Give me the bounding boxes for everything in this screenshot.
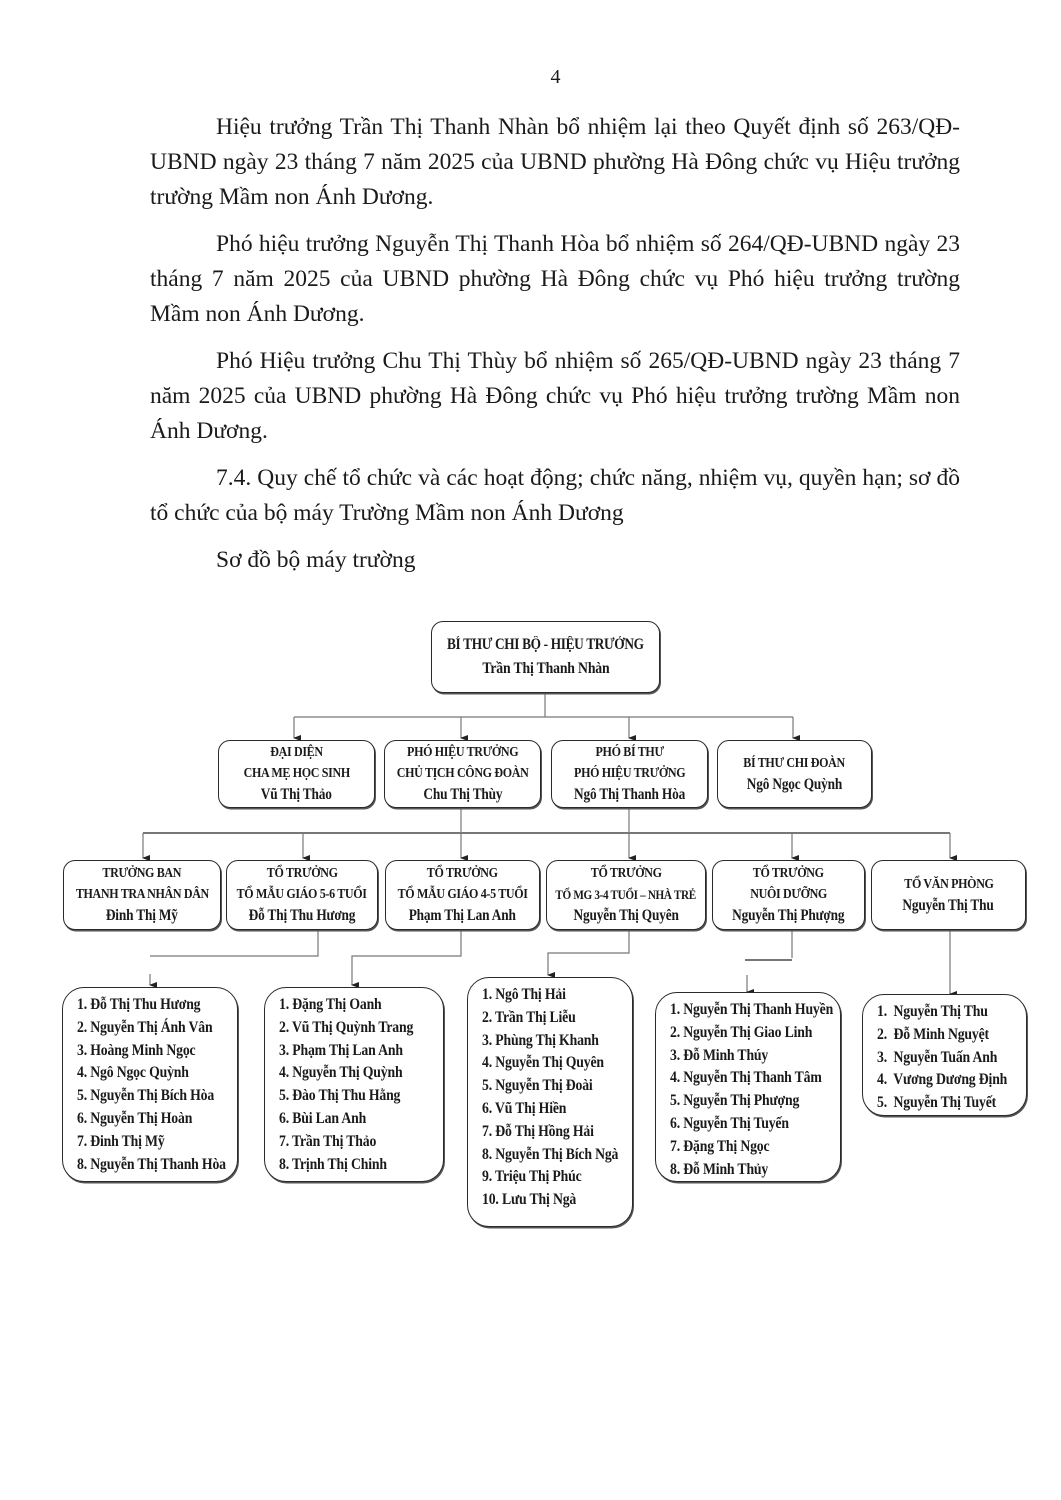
org-box-title: NUÔI DƯỠNG [750,887,827,902]
member-list-group-4-5 [264,987,444,1182]
member-item: 8. Nguyễn Thị Thanh Hòa [77,1155,226,1173]
member-item: 9. Triệu Thị Phúc [482,1168,582,1186]
member-item: 1. Nguyễn Thị Thanh Huyền [670,1001,834,1018]
member-item: 8. Trịnh Thị Chinh [279,1155,387,1173]
org-box-title: TỔ MẪU GIÁO 5-6 TUỔI [236,887,368,902]
org-box-title: ĐẠI DIỆN [270,745,323,760]
page-number: 4 [550,66,561,88]
org-box-name: Ngô Thị Thanh Hòa [573,786,686,803]
member-item: 4. Nguyễn Thị Thanh Tâm [670,1069,822,1087]
org-box-title: TỔ MG 3-4 TUỔI – NHÀ TRẺ [555,887,697,902]
org-box-title: CHỦ TỊCH CÔNG ĐOÀN [396,766,529,781]
connector-list-3 [548,930,629,975]
member-item: 3. Phùng Thị Khanh [482,1031,599,1049]
org-box-vice-principal-union [384,740,541,808]
org-box-title: TỔ MẪU GIÁO 4-5 TUỔI [397,887,528,902]
org-box-principal [431,621,660,693]
org-box-name: Nguyễn Thị Phượng [732,907,845,924]
member-item: 8. Đỗ Minh Thủy [670,1160,769,1178]
member-item: 1. Đỗ Thị Thu Hương [77,996,201,1013]
org-box-deputy-secretary [551,740,708,808]
org-box-youth-union-secretary [717,740,872,808]
org-box-title: TỔ VĂN PHÒNG [903,876,994,892]
paragraph-vice-principal-thuy: Phó Hiệu trưởng Chu Thị Thùy bổ nhiệm số 265/QĐ-UBND ngày 23 tháng 7 năm 2025 của UBND phường Hà Đông chức vụ Phó hiệu trưởng trường Mầm non Ánh Dương. [150,348,960,444]
member-item: 5. Nguyễn Thị Bích Hòa [77,1087,215,1105]
org-box-name: Đinh Thị Mỹ [106,907,178,924]
member-list-group-5-6 [62,987,238,1182]
paragraph-principal-appointment: Hiệu trưởng Trần Thị Thanh Nhàn bổ nhiệm lại theo Quyết định số 263/QĐ-UBND ngày 23 tháng 7 năm 2025 của UBND phường Hà Đông chức vụ Hiệu trưởng trường Mầm non Ánh Dương. [150,114,960,210]
member-item: 6. Vũ Thị Hiền [482,1099,567,1117]
org-box-title: CHA MẸ HỌC SINH [243,766,350,781]
org-box-title: TỔ TRƯỞNG [427,866,498,881]
member-item: 2. Vũ Thị Quỳnh Trang [279,1018,414,1036]
member-item: 8. Nguyễn Thị Bích Ngà [482,1145,619,1163]
org-box-name: Nguyễn Thị Thu [902,896,995,914]
member-item: 2. Nguyễn Thị Giao Linh [670,1023,813,1041]
org-box-title: PHÓ HIỆU TRƯỞNG [406,745,519,760]
org-box-name: Trần Thị Thanh Nhàn [481,660,610,677]
member-item: 1. Nguyễn Thị Thu [877,1003,988,1020]
member-item: 1. Ngô Thị Hải [482,986,566,1003]
org-box-title: TRƯỞNG BAN [102,866,182,881]
org-box-title: PHÓ BÍ THƯ [595,745,664,760]
connector-list-2 [352,930,461,985]
member-list-nutrition [655,992,841,1182]
org-box-title: PHÓ HIỆU TRƯỞNG [573,766,686,781]
org-box-name: Phạm Thị Lan Anh [408,907,517,924]
member-item: 7. Đặng Thị Ngọc [670,1137,770,1155]
member-item: 6. Nguyễn Thị Tuyến [670,1114,789,1132]
member-list-office [862,994,1027,1116]
org-box-group-5-6 [226,860,378,930]
member-item: 2. Đỗ Minh Nguyệt [877,1025,989,1043]
member-item: 5. Đào Thị Thu Hằng [279,1087,401,1105]
member-item: 2. Nguyễn Thị Ánh Vân [77,1018,213,1036]
member-item: 4. Nguyễn Thị Quỳnh [279,1064,403,1082]
org-box-title: TỔ TRƯỞNG [753,866,824,881]
org-box-title: THANH TRA NHÂN DÂN [75,887,209,902]
org-box-group-4-5 [385,860,540,930]
org-box-office-group [871,860,1026,930]
member-item: 5. Nguyễn Thị Tuyết [877,1094,997,1112]
member-item: 4. Nguyễn Thị Quyên [482,1054,604,1072]
member-item: 4. Ngô Ngọc Quỳnh [77,1064,189,1082]
paragraph-vice-principal-hoa: Phó hiệu trưởng Nguyễn Thị Thanh Hòa bổ nhiệm số 264/QĐ-UBND ngày 23 tháng 7 năm 2025 của UBND phường Hà Đông chức vụ Phó hiệu trưởng trường Mầm non Ánh Dương. [150,231,960,327]
member-item: 10. Lưu Thị Ngà [482,1191,577,1209]
org-box-name: Vũ Thị Thảo [261,786,332,803]
org-box-name: Nguyễn Thị Quyên [573,907,679,924]
org-box-group-3-4-nursery [546,860,706,930]
section-heading-7-4: 7.4. Quy chế tổ chức và các hoạt động; chức năng, nhiệm vụ, quyền hạn; sơ đồ tổ chức của bộ máy Trường Mầm non Ánh Dương [150,465,960,526]
member-item: 7. Trần Thị Thảo [279,1132,377,1150]
org-box-name: Đỗ Thị Thu Hương [248,907,356,924]
member-item: 3. Phạm Thị Lan Anh [279,1041,403,1059]
member-item: 3. Nguyễn Tuấn Anh [877,1048,998,1066]
member-item: 7. Đỗ Thị Hồng Hải [482,1122,594,1140]
member-item: 3. Hoàng Minh Ngọc [77,1041,196,1059]
member-item: 7. Đinh Thị Mỹ [77,1132,165,1150]
org-box-name: Chu Thị Thùy [423,786,502,803]
member-item: 5. Nguyễn Thị Đoài [482,1077,593,1095]
member-item: 6. Bùi Lan Anh [279,1109,367,1127]
member-item: 4. Vương Dương Định [877,1071,1008,1089]
org-box-title: BÍ THƯ CHI ĐOÀN [743,755,846,771]
member-list-group-3-4-nursery [467,977,633,1227]
org-box-nutrition-group [712,860,865,930]
member-item: 1. Đặng Thị Oanh [279,996,382,1013]
org-box-inspection-head [63,860,221,930]
org-box-title: BÍ THƯ CHI BỘ - HIỆU TRƯỞNG [447,636,644,653]
org-box-title: TỔ TRƯỞNG [266,866,338,881]
member-item: 3. Đỗ Minh Thúy [670,1046,769,1064]
member-item: 5. Nguyễn Thị Phượng [670,1092,800,1110]
member-item: 6. Nguyễn Thị Hoàn [77,1109,193,1127]
connector-list-1 [150,930,318,956]
member-item: 2. Trần Thị Liễu [482,1008,576,1026]
org-box-title: TỔ TRƯỞNG [590,866,662,881]
org-box-parent-representative [218,740,375,808]
org-box-name: Ngô Ngọc Quỳnh [746,775,843,793]
org-chart-caption: Sơ đồ bộ máy trường [216,547,416,573]
